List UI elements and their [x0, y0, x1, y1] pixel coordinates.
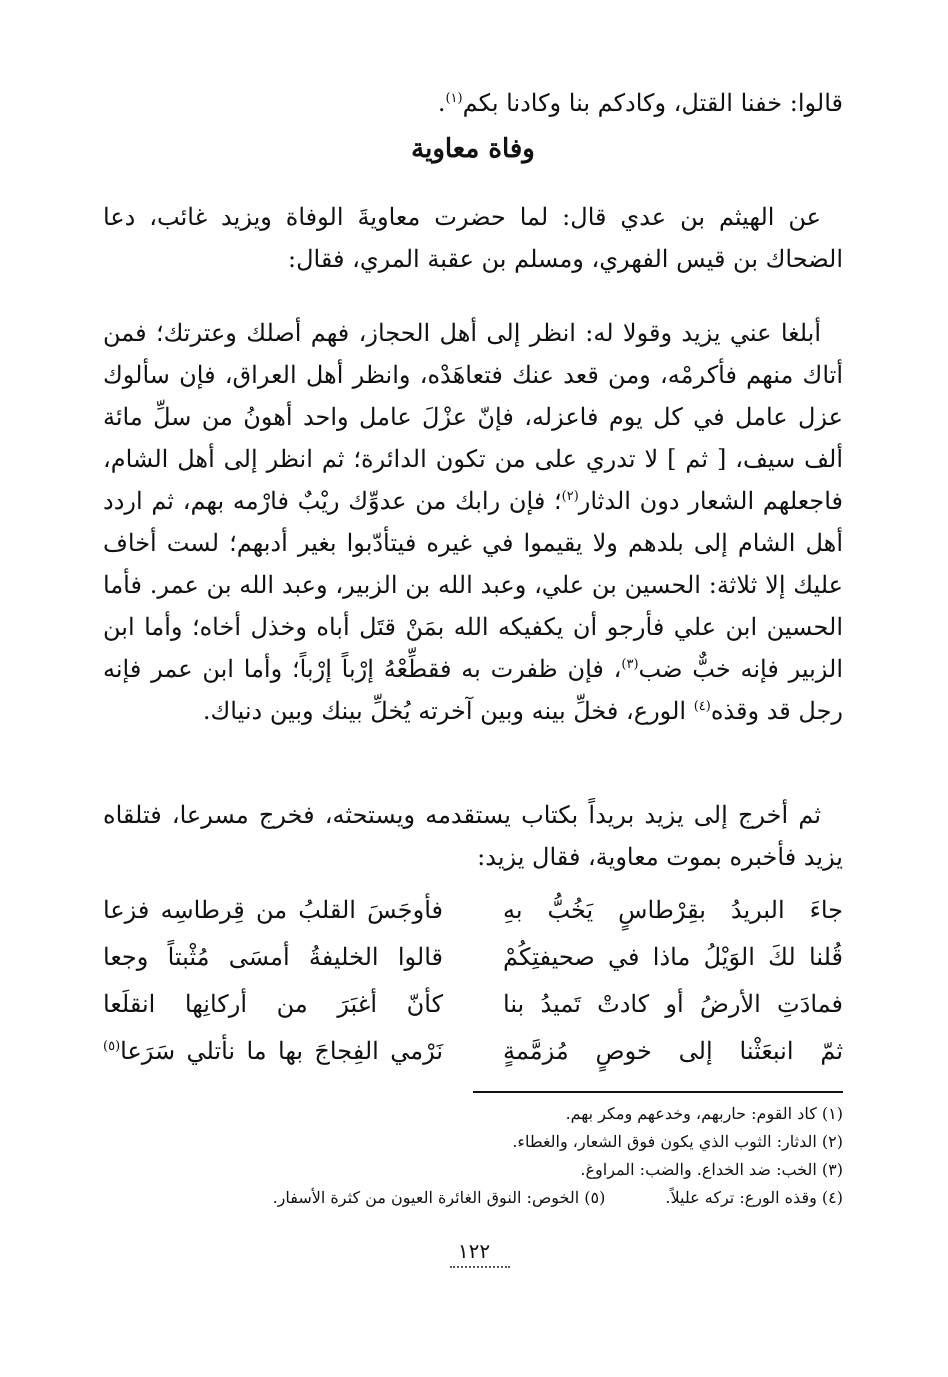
footnote-divider: [473, 1091, 843, 1093]
poem-verse: [103, 896, 843, 943]
paragraph-3-text: ثم أخرج إلى يزيد بريداً بكتاب يستقدمه ويستحثه، فخرج مسرعا، فتلقاه يزيد فأخبره بموت معاوية، فقال يزيد:: [103, 801, 843, 871]
verse-second-hemistich: قالوا الخليفةُ أمسَى مُثْبتاً وجعا: [103, 943, 443, 971]
opening-text: قالوا: خفنا القتل، وكادكم بنا وكادنا بكم: [462, 89, 843, 117]
verse-second-hemistich: كأنّ أغبَرَ من أركانِها انقلَعا: [103, 990, 443, 1018]
verse-first-hemistich: فمادَتِ الأرضُ أو كادتْ تَميدُ بنا: [503, 990, 843, 1018]
paragraph-2-part-a: أبلغا عني يزيد وقولا له: انظر إلى أهل الحجاز، فهم أصلك وعترتك؛ فمن أتاك منهم فأكرمْه، ومن قعد عنك فتعاهَدْه، وانظر أهل العراق، فإن سألوك عزل عامل في كل يوم فاعزله، فإنّ عزْلَ عامل واحد أهونُ من سلِّ مائة ألف سيف، [ ثم ] لا تدري على من تكون الدائرة؛ ثم انظر إلى أهل الشام، فاجعلهم الشعار دون الدثار: [103, 319, 843, 515]
footnote-ref-2: (٢): [561, 489, 579, 504]
footnote-3: (٣) الخب: ضد الخداع. والضب: المراوغ.: [580, 1160, 843, 1179]
paragraph-2-part-b: ؛ فإن رابك من عدوِّك ريْبٌ فارْمه بهم، ثم اردد أهل الشام إلى بلدهم ولا يقيموا في غيره فيتأدّبوا بغير أدبهم؛ لست أخاف عليك إلا ثلاثة: الحسين بن علي، وعبد الله بن الزبير، وعبد الله بن عمر. فأما الحسين ابن علي فأرجو أن يكفيكه الله بمَنْ قتَل أباه وخذل أخاه؛ وأما ابن الزبير فإنه خبٌّ ضب: [103, 487, 843, 683]
footnote-4: (٤) وقذه الورع: تركه عليلاً.: [665, 1188, 843, 1207]
verse-second-hemistich: فأوجَسَ القلبُ من قِرطاسِه فزعا: [103, 896, 443, 924]
paragraph-3: [103, 794, 843, 878]
page-number-underline: [450, 1266, 510, 1268]
poem-verse: [103, 1037, 843, 1084]
verse-second-hemistich: [103, 1037, 443, 1084]
footnote-5: (٥) الخوص: النوق الغائرة العيون من كثرة الأسفار.: [272, 1188, 606, 1207]
footnote-2: (٢) الدثار: الثوب الذي يكون فوق الشعار، والغطاء.: [512, 1132, 843, 1151]
footnote-ref-3: (٣): [621, 657, 639, 672]
footnote-ref-1: (١): [445, 91, 463, 106]
verse-first-hemistich: جاءَ البريدُ بقِرْطاسٍ يَخُبُّ بهِ: [503, 896, 843, 924]
paragraph-2: [103, 312, 843, 732]
poem-verse: [103, 990, 843, 1037]
page-number: ١٢٢: [457, 1239, 491, 1263]
poem-verse: [103, 943, 843, 990]
footnote-ref-4: (٤): [693, 699, 711, 714]
poem: [103, 896, 843, 1084]
footnote-row: [103, 1184, 843, 1212]
footnote-ref-5: (٥): [103, 1039, 121, 1054]
paragraph-2-text: [103, 312, 843, 732]
verse-second-text: نَرْمي الفِجاجَ بها ما نأتلي سَرَعا: [120, 1037, 443, 1065]
opening-line: قالوا: خفنا القتل، وكادكم بنا وكادنا بكم$^{(١)}$.: [437, 89, 843, 117]
paragraph-1-text: عن الهيثم بن عدي قال: لما حضرت معاويةَ الوفاة ويزيد غائب، دعا الضحاك بن قيس الفهري، ومسلم بن عقبة المري، فقال:: [103, 203, 843, 273]
section-title: وفاة معاوية: [411, 134, 535, 164]
verse-first-hemistich: قُلنا لكَ الوَيْلُ ماذا في صحيفتِكُمْ: [503, 943, 843, 971]
verse-first-hemistich: ثمّ انبعَثْنا إلى خوصٍ مُزمَّمةٍ: [503, 1037, 843, 1065]
paragraph-2-part-d: الورع، فخلِّ بينه وبين آخرته يُخلِّ بينك وبين دنياك.: [202, 697, 694, 725]
paragraph-2-part-c: ، فإن ظفرت به فقطِّعْهُ إرْباً إرْباً؛ وأما ابن عمر فإنه رجل قد وقذه: [103, 655, 843, 725]
footnotes: [103, 1100, 843, 1212]
footnote-1: (١) كاد القوم: حاربهم، وخدعهم ومكر بهم.: [565, 1104, 843, 1123]
paragraph-1: [103, 196, 843, 280]
